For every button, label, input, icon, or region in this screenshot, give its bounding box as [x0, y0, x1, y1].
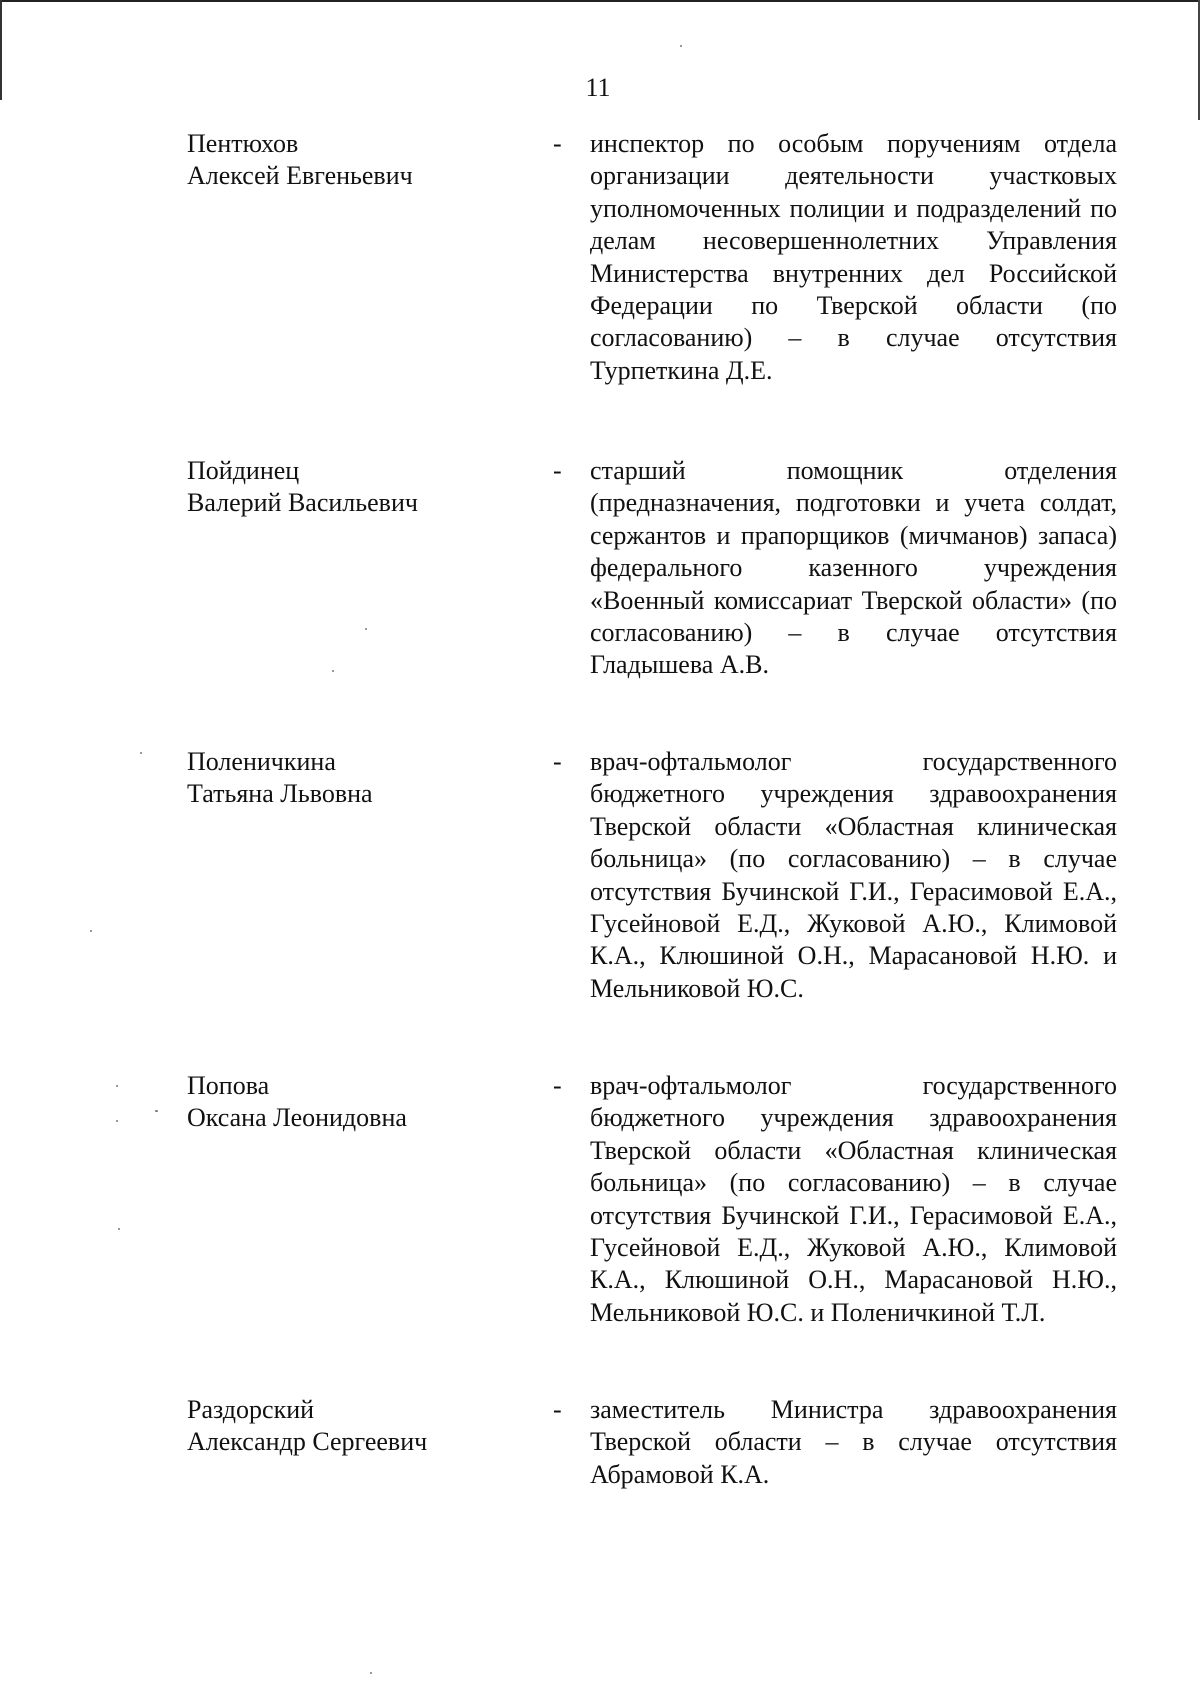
person-name — [187, 455, 517, 520]
scan-edge-top — [0, 0, 1200, 2]
scan-speck — [116, 1085, 118, 1087]
person-surname: Попова — [187, 1071, 270, 1100]
scan-speck — [680, 45, 682, 47]
entry-dash: - — [553, 456, 562, 485]
person-surname: Пойдинец — [187, 456, 300, 485]
entry-dash: - — [553, 747, 562, 776]
person-name — [187, 1070, 517, 1135]
position-description: врач-офтальмолог государственного бюджетного учреждения здравоохранения Тверской области «Областная клиническая больница» (по согласованию) – в случае отсутствия Бучинской Г.И., Герасимовой Е.А., Гусейновой Е.Д., Жуковой А.Ю., Климовой К.А., Клюшиной О.Н., Марасановой Н.Ю., Мельниковой Ю.С. и Поленичкиной Т.Л. — [590, 1071, 1117, 1327]
person-given-names: Александр Сергеевич — [187, 1427, 428, 1457]
person-given-names: Алексей Евгеньевич — [187, 161, 413, 191]
scan-speck — [155, 1110, 158, 1112]
entry-dash: - — [553, 1071, 562, 1100]
position-description: врач-офтальмолог государственного бюджетного учреждения здравоохранения Тверской области «Областная клиническая больница» (по согласованию) – в случае отсутствия Бучинской Г.И., Герасимовой Е.А., Гусейновой Е.Д., Жуковой А.Ю., Климовой К.А., Клюшиной О.Н., Марасановой Н.Ю. и Мельниковой Ю.С. — [590, 747, 1117, 1003]
scan-speck — [365, 628, 367, 630]
entry-dash: - — [553, 129, 562, 158]
entry-dash: - — [553, 1395, 562, 1424]
person-name — [187, 128, 517, 193]
scan-speck — [90, 930, 92, 932]
position-description: старший помощник отделения (предназначения, подготовки и учета солдат, сержантов и прапорщиков (мичманов) запаса) федерального казенного учреждения «Военный комиссариат Тверской области» (по согласованию) – в случае отсутствия Гладышева А.В. — [590, 456, 1117, 680]
scan-speck — [370, 1672, 372, 1674]
person-given-names: Татьяна Львовна — [187, 779, 373, 809]
person-given-names: Валерий Васильевич — [187, 488, 418, 518]
page-number: 11 — [585, 73, 611, 102]
scan-speck — [116, 1120, 118, 1122]
position-description: инспектор по особым поручениям отдела организации деятельности участковых уполномоченных полиции и подразделений по делам несовершеннолетних Управления Министерства внутренних дел Российской Федерации по Тверской области (по согласованию) – в случае отсутствия Турпеткина Д.Е. — [590, 129, 1117, 385]
person-given-names: Оксана Леонидовна — [187, 1103, 407, 1133]
person-name — [187, 746, 517, 811]
scan-speck — [118, 1228, 120, 1230]
person-surname: Пентюхов — [187, 129, 299, 158]
scan-speck — [140, 752, 142, 754]
person-surname: Поленичкина — [187, 747, 336, 776]
scan-speck — [332, 670, 334, 672]
person-name — [187, 1394, 517, 1459]
position-description: заместитель Министра здравоохранения Тверской области – в случае отсутствия Абрамовой К.А. — [590, 1395, 1117, 1489]
person-surname: Раздорский — [187, 1395, 315, 1424]
